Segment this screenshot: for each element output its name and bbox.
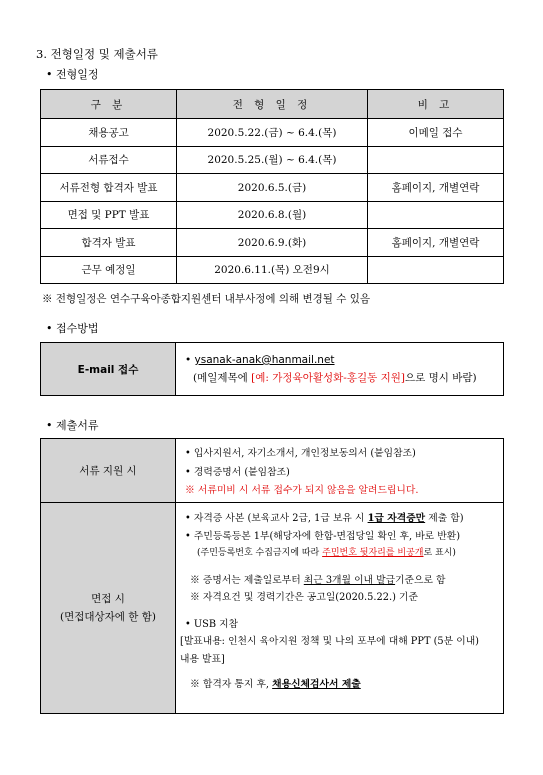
subject-example: [예: 가정육아활성화-홍길동 지원] (251, 372, 405, 384)
docs-item: • 경력증명서 (붙임참조) (185, 466, 290, 478)
schedule-table (40, 89, 504, 284)
schedule-heading: • 전형일정 (46, 68, 99, 81)
docs-row2-label-line: (면접대상자에 한 함) (59, 611, 156, 623)
qual-line: ※ 자격요건 및 경력기간은 공고일(2020.5.22.) 기준 (190, 592, 418, 603)
schedule-cell: 채용공고 (41, 119, 177, 147)
method-table (40, 342, 504, 396)
docs-table (40, 438, 504, 714)
table-row (41, 174, 504, 202)
docs-item: • 입사지원서, 자기소개서, 개인정보동의서 (붙임참조) (185, 448, 416, 459)
schedule-header: 비 고 (368, 90, 504, 119)
schedule-cell: 홈페이지, 개별연락 (368, 229, 504, 257)
table-row (41, 119, 504, 147)
docs-warning: ※ 서류미비 시 서류 접수가 되지 않음을 알려드립니다. (185, 485, 419, 496)
schedule-cell: 서류전형 합격자 발표 (41, 174, 177, 202)
schedule-cell: 홈페이지, 개별연락 (368, 174, 504, 202)
proof-emph: 최근 3개월 이내 발급 (303, 574, 396, 586)
table-row (41, 229, 504, 257)
method-details: • ysanak-anak@hanmail.net (메일제목에 [예: 가정육아활성화-홍길동 지원]으로 명시 바람) (176, 343, 504, 396)
subject-prefix: (메일제목에 (193, 372, 252, 384)
final-prefix: ※ 합격자 통지 후, (190, 679, 273, 690)
final-emph: 채용신체검사서 제출 (272, 679, 361, 690)
table-row (41, 256, 504, 284)
schedule-note: ※ 전형일정은 연수구육아종합지원센터 내부사정에 의해 변경될 수 있음 (42, 293, 371, 305)
schedule-cell: 2020.5.22.(금) ~ 6.4.(목) (177, 119, 368, 147)
schedule-header: 구 분 (41, 90, 177, 119)
usb-desc: [발표내용: 인천시 육아지원 정책 및 나의 포부에 대해 PPT (5분 이내) (180, 636, 479, 647)
cert-prefix: • 자격증 사본 (보육교사 2급, 1급 보유 시 (185, 513, 368, 524)
schedule-cell: 면접 및 PPT 발표 (41, 201, 177, 229)
table-row (41, 146, 504, 174)
subject-suffix: 으로 명시 바람) (404, 372, 477, 384)
schedule-cell: 이메일 접수 (368, 119, 504, 147)
schedule-cell: 2020.6.5.(금) (177, 174, 368, 202)
docs-row1-label: 서류 지원 시 (41, 439, 176, 503)
schedule-cell (368, 201, 504, 229)
docs-row2-label (41, 503, 176, 714)
method-label: E-mail 접수 (41, 343, 176, 396)
section-title: 3. 전형일정 및 제출서류 (36, 47, 158, 61)
table-row (41, 201, 504, 229)
email-address[interactable]: ysanak-anak@hanmail.net (194, 354, 335, 366)
resident-note-prefix: (주민등록번호 수집금지에 따라 (197, 548, 323, 558)
usb-line: • USB 지참 (185, 618, 239, 630)
cert-emph: 1급 자격증만 (367, 513, 426, 524)
docs-row2-label-line: 면접 시 (91, 593, 125, 605)
schedule-cell (368, 256, 504, 284)
resident-note-red: 주민번호 뒷자리를 비공개 (322, 548, 424, 558)
schedule-cell: 서류접수 (41, 146, 177, 174)
schedule-header: 전 형 일 정 (177, 90, 368, 119)
resident-line: • 주민등록등본 1부(해당자에 한함-면접당일 확인 후, 바로 반환) (185, 530, 461, 542)
proof-suffix: 기준으로 함 (395, 574, 446, 586)
method-heading: • 접수방법 (46, 322, 99, 335)
schedule-cell: 합격자 발표 (41, 229, 177, 257)
schedule-cell: 2020.6.11.(목) 오전9시 (177, 256, 368, 284)
usb-desc: 내용 발표] (180, 653, 225, 665)
docs-row2-content (176, 503, 504, 714)
schedule-cell (368, 146, 504, 174)
schedule-cell: 근무 예정일 (41, 256, 177, 284)
schedule-cell: 2020.6.8.(월) (177, 201, 368, 229)
schedule-cell: 2020.6.9.(화) (177, 229, 368, 257)
docs-row1-content (176, 439, 504, 503)
proof-prefix: ※ 증명서는 제출일로부터 (190, 574, 304, 586)
cert-suffix: 제출 함) (425, 513, 464, 524)
schedule-cell: 2020.5.25.(월) ~ 6.4.(목) (177, 146, 368, 174)
resident-note-suffix: 로 표시) (423, 548, 456, 558)
docs-heading: • 제출서류 (46, 419, 99, 432)
